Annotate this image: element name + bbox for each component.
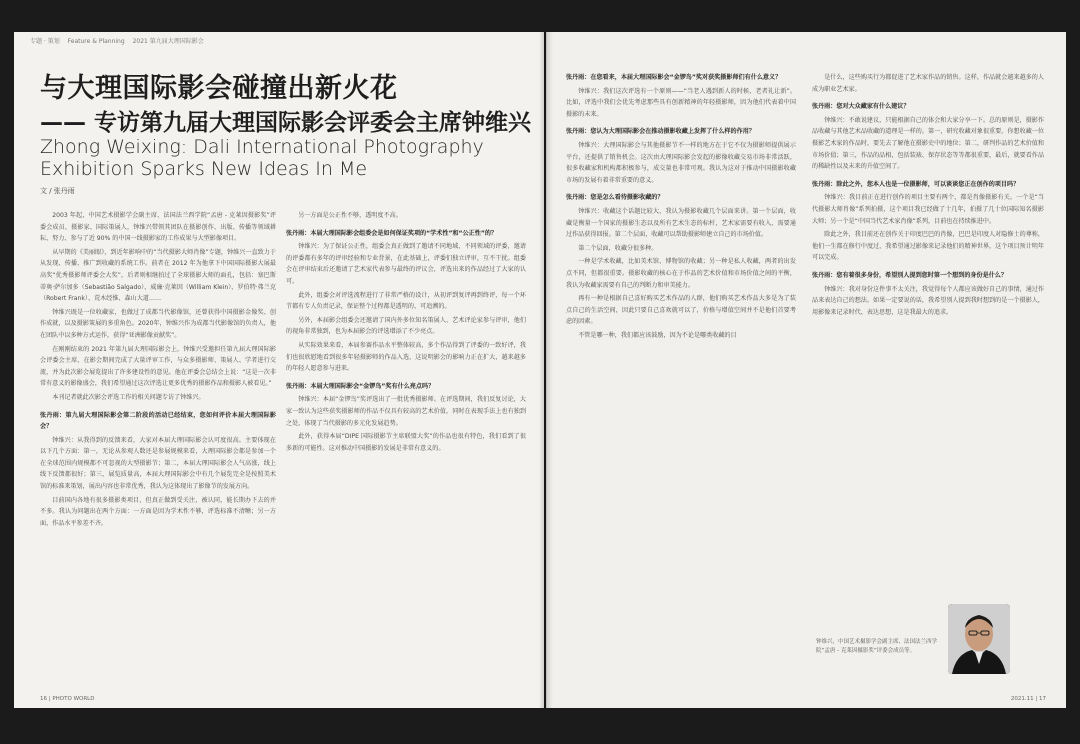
body-paragraph: 钟维兴：我对身份这件事不太关注，我觉得每个人都应该做好自己的事情，通过作品来表达自己的想法。如果一定要说的话，我希望别人提到我时想到的是一个摄影人，用影像来记录时代、表达思想，这是我最大的追求。 (812, 285, 1044, 316)
page-folio-right: 2021.11 | 17 (1010, 696, 1046, 702)
body-paragraph: 不管是哪一种，我们都应该鼓励，因为不论是哪类收藏的目 (578, 331, 737, 339)
body-paragraph: 目前国内各地有很多摄影类项目，但真正做到受关注，被认同，能长期办下去的并不多。我认为问题出在两个方面：一方面是因为学术性不够，评选标准不清晰；另一方面，作品水平参差不齐。 (40, 496, 276, 527)
body-paragraph: 此外，获得本届“DIPE 国际摄影节主席联盟大奖”的作品也很有特色，我们看到了很多新的可能性。这对推动中国摄影的发展是非常有意义的。 (286, 433, 526, 452)
page-folio-left: 16 | PHOTO WORLD (40, 696, 95, 702)
body-paragraph: 钟维兴：大理国际影会与其他摄影节不一样的地方在于它不仅为摄影师提供展示平台，还提供了销售机会。这次由大理国际影会发起的影像收藏交易市场非常活跃，很多收藏家和机构都积极参与，成交量也非常可观。我认为这对于推动中国摄影收藏市场的发展有着非常重要的意义。 (566, 141, 796, 184)
body-paragraph: 一种是学术收藏，比如美术馆、博物馆的收藏；另一种是私人收藏，两者的出发点不同，但都很重要。摄影收藏的核心在于作品的艺术价值和市场价值之间的平衡，我认为收藏家需要有自己的判断力和审美能力。 (566, 258, 796, 289)
interview-question: 张丹雨：第九届大理国际影会第二阶段的活动已经结束，您如何评价本届大理国际影会？ (40, 411, 276, 431)
body-paragraph: 钟维兴：我们这次评选有一个原则——“当老人遇到新人的时候，老者礼让新”。比如，评选中我们会优先考虑那些具有创新精神的年轻摄影师，因为他们代表着中国摄影的未来。 (566, 87, 796, 118)
section-label: 专题 · 策划 (30, 38, 60, 45)
right-column-2 (812, 72, 1044, 592)
body-paragraph: 钟维兴：从我得到的反馈来看，大家对本届大理国际影会认可度很高。主要体现在以下几个方面：第一，无论从参观人数还是参展规模来看，大理国际影会都是参加一个在全球范围内规模都不可忽视的大型摄影节；第二，本届大理国际影会人气高涨，线上线下反馈都很好；第三，展览质量高，本届大理国际影会中有几个展览完全是按照美术馆的标准来策划，展出内容也非常优秀，我认为这体现出了影像节的发展方向。 (40, 436, 276, 491)
left-magazine-page (14, 32, 544, 708)
body-paragraph: 本刊记者就此次影会评选工作的相关问题专访了钟维兴。 (52, 393, 205, 401)
body-paragraph: 第二个层面，收藏分很多种。 (578, 244, 658, 252)
portrait-photo (948, 604, 1010, 674)
article-title: 与大理国际影会碰撞出新火花 (40, 73, 398, 104)
body-paragraph: 另外，本届影会组委会还邀请了国内外多位知名策展人、艺术评论家参与评审，他们的视角非常独到，也为本届影会的评选增添了不少亮点。 (286, 316, 526, 336)
body-paragraph: 除此之外，我目前还在创作关于印度巴巴的肖像，巴巴是印度人对隐修士的尊称，他们一生都在修行中度过，我希望通过影像来记录他们的精神世界，这个项目预计明年可以完成。 (812, 231, 1044, 262)
issue-label: 2021 第九届大理国际影会 (132, 38, 204, 45)
article-title-english: Zhong Weixing: Dali International Photography Exhibition Sparks New Ideas In Me (40, 136, 484, 180)
right-column-1 (566, 72, 796, 694)
section-label-en: Feature & Planning (67, 38, 125, 45)
interview-question: 张丹雨：除此之外，您本人也是一位摄影师，可以谈谈您正在创作的项目吗？ (812, 180, 1020, 188)
body-paragraph: 此外，组委会对评选流程进行了非常严格的设计，从初评到复评再到终评，每一个环节都有专人负责记录，保证整个过程都是透明的、可追溯的。 (286, 291, 526, 311)
body-paragraph: 钟维兴：不敢说建议，只能根据自己的体会和大家分享一下。总的原则是，摄影作品收藏与其他艺术品收藏的道理是一样的。第一，研究收藏对象很重要。你想收藏一位摄影艺术家的作品时，要先去了解他在摄影史中的地位；第二，研判作品的艺术价值和市场价值；第三，作品的品相，包括装裱、保存状态等等都很重要，最后，就要看作品的稀缺性以及未来的升值空间了。 (812, 116, 1044, 171)
running-head (30, 36, 210, 45)
body-paragraph: 钟维兴既是一位收藏家，也做过了成都当代影像馆，还曾获得中国摄影金像奖、创作成就，以及摄影策展的多重角色。2020年，钟维兴作为成都当代影像馆的负责人，他在团队中以多种方式运作，获得“亚洲影像贡献奖”。 (40, 308, 276, 339)
body-paragraph: 再有一种是根据自己喜好购买艺术作品的人群，他们购买艺术作品大多是为了装点自己的生活空间，因此只要自己喜欢就可以了，价格与增值空间并不是他们首要考虑的因素。 (566, 295, 796, 326)
book-spine-shadow (539, 32, 553, 708)
interview-question: 张丹雨：本届大理国际影会组委会是如何保证奖项的“学术性”和“公正性”的？ (286, 229, 498, 237)
body-paragraph: 钟维兴：本届“金锣鸟”奖评选出了一批优秀摄影师。在评选期间，我们反复讨论，大家一致认为这些获奖摄影师的作品不仅具有较高的艺术价值，同时在表现手法上也有独到之处，体现了当代摄影的多元化发展趋势。 (286, 396, 526, 427)
portrait-caption: 钟维兴，中国艺术摄影学会副主席、法国法兰西学院“孟唐 - 克莱因摄影奖”评委会成员等。 (816, 639, 938, 654)
interview-question: 张丹雨：您认为大理国际影会在推动摄影收藏上发挥了什么样的作用？ (566, 128, 755, 136)
body-paragraph: 从实际效果来看，本届参赛作品水平整体较高，多个作品得到了评委的一致好评，我们也很欣慰地看到很多年轻摄影师的作品入选，这说明影会的影响力正在扩大，越来越多的年轻人愿意参与进来。 (286, 341, 526, 373)
article-subtitle: —— 专访第九届大理国际影会评委会主席钟维兴 (40, 110, 532, 136)
interview-question: 张丹雨：在您看来，本届大理国际影会“金锣鸟”奖对获奖摄影师们有什么意义？ (566, 74, 782, 81)
interview-question: 张丹雨：本届大理国际影会“金锣鸟”奖有什么亮点吗？ (286, 382, 435, 390)
interview-question: 张丹雨：您有着很多身份，希望别人提到您时第一个想到的身份是什么？ (812, 271, 1007, 279)
body-paragraph: 2003 年起，中国艺术摄影学会副主席、法国法兰西学院“孟唐 - 克莱因摄影奖”评委会成员、摄影家、国际策展人，钟维兴带领其团队在摄影创作、出版、传播等领域耕耘、努力、参与了近 90% 的中国一线摄影家的工作成果与大型影像项目。 (40, 212, 276, 243)
portrait-illustration (948, 604, 1010, 674)
body-paragraph: 钟维兴：收藏这个话题比较大，我认为摄影收藏几个层面来讲。第一个层面，收藏是衡量一个国家的摄影生态以及所有艺术生态的标杆，艺术家需要有收入，需要通过作品获得回报。第二个层面，收藏可以帮助摄影师建立自己的市场价值。 (566, 207, 796, 239)
body-paragraph: 在刚刚结束的 2021 年第九届大理国际影会上，钟维兴受邀担任第九届大理国际影会评委会主席，在影会期间完成了大量评审工作，与众多摄影师、策展人、学者进行交流，并为此次影会展览提出了许多建设性的意见。他在评委会总结会上说：“这是一次非常有意义的影像盛会，我们希望通过这次评选让更多优秀的摄影作品和摄影人被看见。” (40, 345, 276, 388)
interview-question: 张丹雨：您是怎么看待摄影收藏的？ (566, 194, 664, 202)
body-paragraph: 从早期的《美丽眼》，到近年影响中的“当代摄影大师肖像”专题，钟维兴一直致力于从发现、传播、推广到收藏的系统工作。前者在 2012 年为他拿下中国国际摄影大展最高奖“优秀摄影师评委会大奖”，后者则相继拍过了全球摄影大师的面孔，包括：塞巴斯蒂奥·萨尔加多（Sebastião Salgado）、威廉·克莱因（William Klein）、罗伯特·弗兰克（Robert Frank）、荒木经惟、森山大道…… (40, 248, 276, 303)
left-column-1 (40, 210, 276, 690)
interview-question: 张丹雨：您对大众藏家有什么建议？ (812, 103, 910, 111)
byline: 文 / 张丹雨 (40, 187, 75, 195)
left-column-2 (286, 210, 526, 690)
body-paragraph: 另一方面是公正性不够，透明度不高。 (298, 212, 402, 219)
body-paragraph: 是什么，这些购买行为都促进了艺术家作品的销售。这样，作品就会越来越多的人成为职业艺术家。 (812, 74, 1044, 93)
right-magazine-page (546, 32, 1066, 708)
body-paragraph: 钟维兴：为了保证公正性，组委会真正做到了邀请不同地域、不同领域的评委，邀请的评委都有多年的评审经验和专业背景，在此基础上，评委们独立评审，互不干扰。组委会在评审结束后还邀请了艺术家代表参与最终的评议会，评选出来的作品经过了大家的认可。 (286, 243, 526, 285)
body-paragraph: 钟维兴：我目前正在进行创作的项目主要有两个，都是肖像摄影有关。一个是“当代摄影大师肖像”系列拍摄，这个项目我已经做了十几年，拍摄了几十位国际知名摄影大师；另一个是“中国当代艺术家肖像”系列，目前也在持续推进中。 (812, 194, 1044, 225)
